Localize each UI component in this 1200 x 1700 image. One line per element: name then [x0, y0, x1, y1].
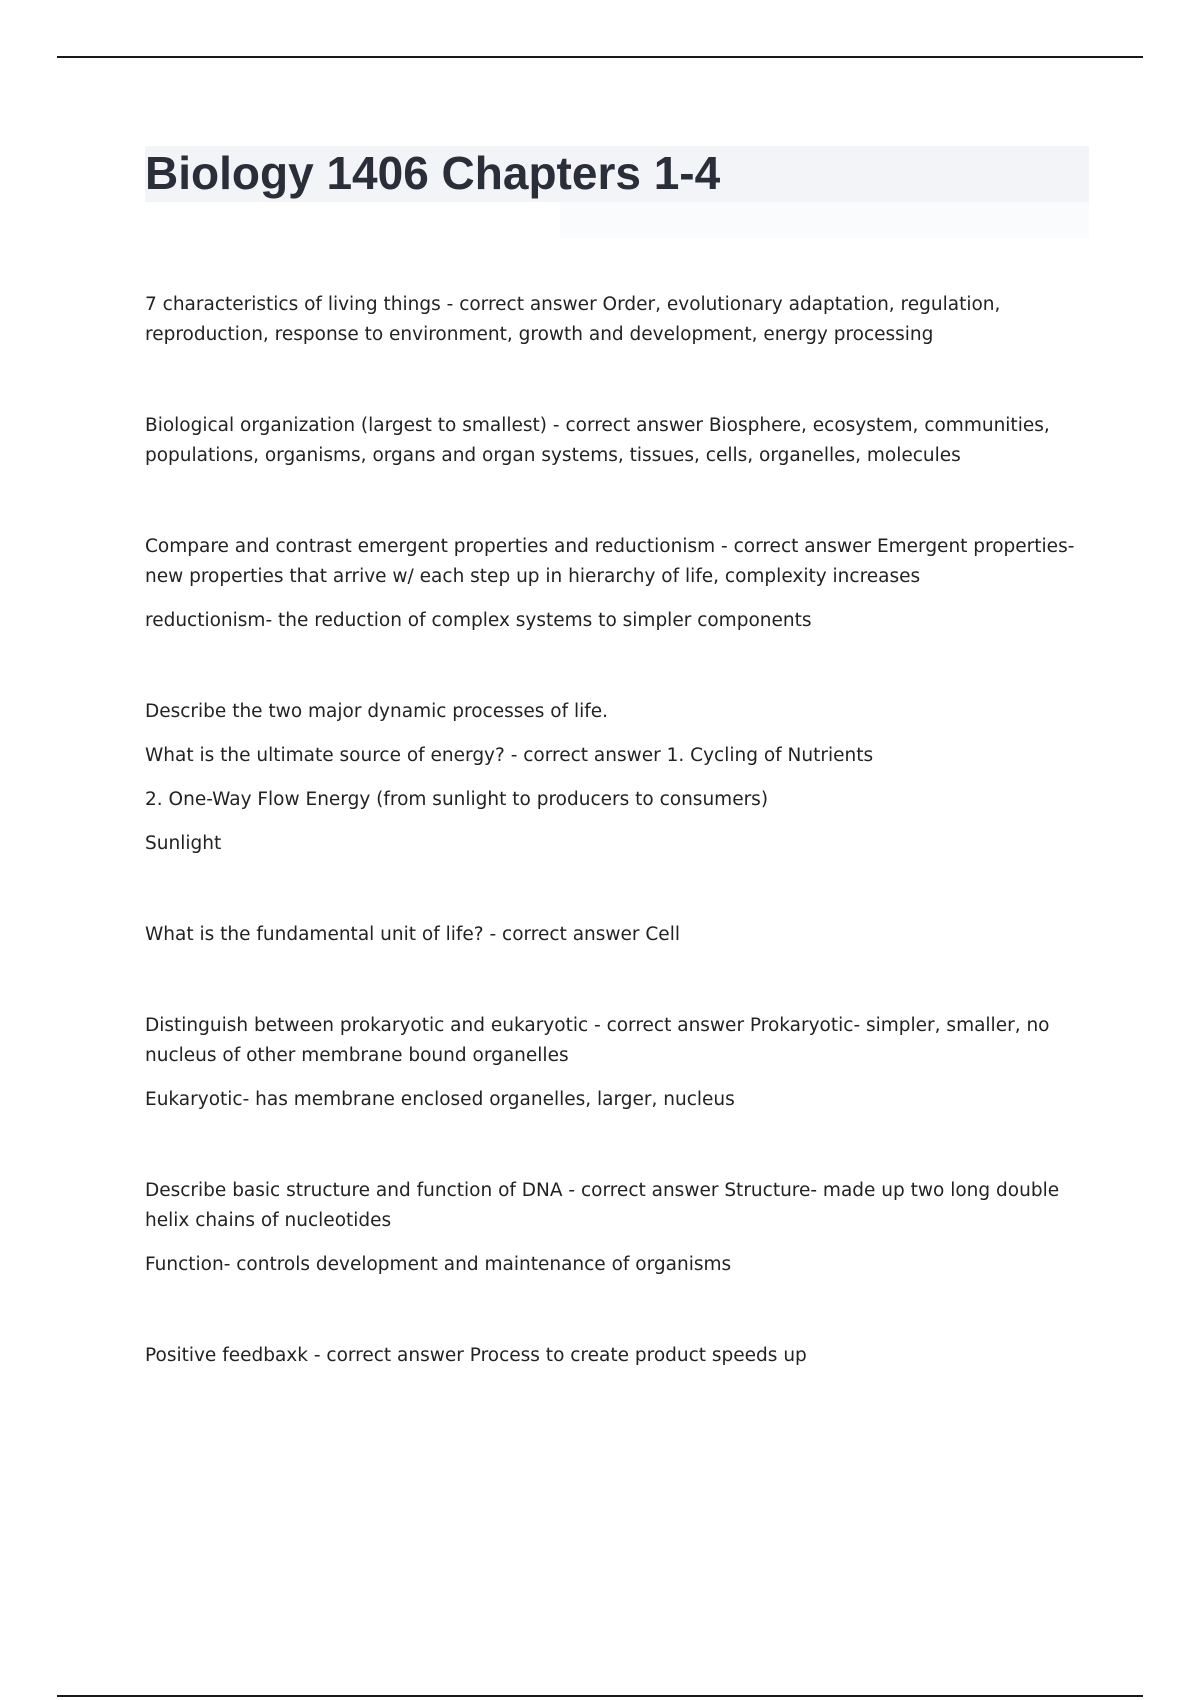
qa-text: Positive feedbaxk - correct answer Process to create product speeds up — [145, 1345, 807, 1366]
document-body — [145, 290, 1085, 1371]
page-title: Biology 1406 Chapters 1-4 — [145, 147, 721, 199]
qa-text: Describe the two major dynamic processes of life. — [145, 701, 609, 722]
top-rule — [57, 56, 1143, 58]
qa-text: Describe basic structure and function of DNA - correct answer Structure- made up two long double helix chains of nucleotides — [145, 1180, 1060, 1231]
qa-entry — [145, 532, 1085, 636]
qa-entry — [145, 1176, 1085, 1280]
qa-text: 2. One-Way Flow Energy (from sunlight to producers to consumers) — [145, 789, 769, 810]
qa-entry — [145, 697, 1085, 859]
qa-text: Distinguish between prokaryotic and eukaryotic - correct answer Prokaryotic- simpler, smaller, no nucleus of other membrane bound organelles — [145, 1015, 1050, 1066]
qa-text: Eukaryotic- has membrane enclosed organelles, larger, nucleus — [145, 1089, 735, 1110]
qa-entry — [145, 920, 1085, 950]
qa-text: What is the fundamental unit of life? - correct answer Cell — [145, 924, 680, 945]
qa-text: What is the ultimate source of energy? - correct answer 1. Cycling of Nutrients — [145, 745, 874, 766]
qa-text: Biological organization (largest to smallest) - correct answer Biosphere, ecosystem, communities, populations, organisms, organs and organ systems, tissues, cells, organelles, molecules — [145, 415, 1050, 466]
qa-text: Sunlight — [145, 833, 222, 854]
qa-entry — [145, 290, 1085, 350]
qa-entry — [145, 411, 1085, 471]
qa-text: Function- controls development and maintenance of organisms — [145, 1254, 732, 1275]
bottom-rule — [57, 1695, 1143, 1697]
qa-text: reductionism- the reduction of complex systems to simpler components — [145, 610, 812, 631]
title-highlight-fade — [560, 202, 1089, 238]
qa-text: 7 characteristics of living things - correct answer Order, evolutionary adaptation, regulation, reproduction, response to environment, growth and development, energy processing — [145, 294, 1001, 345]
qa-text: Compare and contrast emergent properties and reductionism - correct answer Emergent properties- new properties that arrive w/ each step up in hierarchy of life, complexity increases — [145, 536, 1075, 587]
qa-entry — [145, 1341, 1085, 1371]
qa-entry — [145, 1011, 1085, 1115]
